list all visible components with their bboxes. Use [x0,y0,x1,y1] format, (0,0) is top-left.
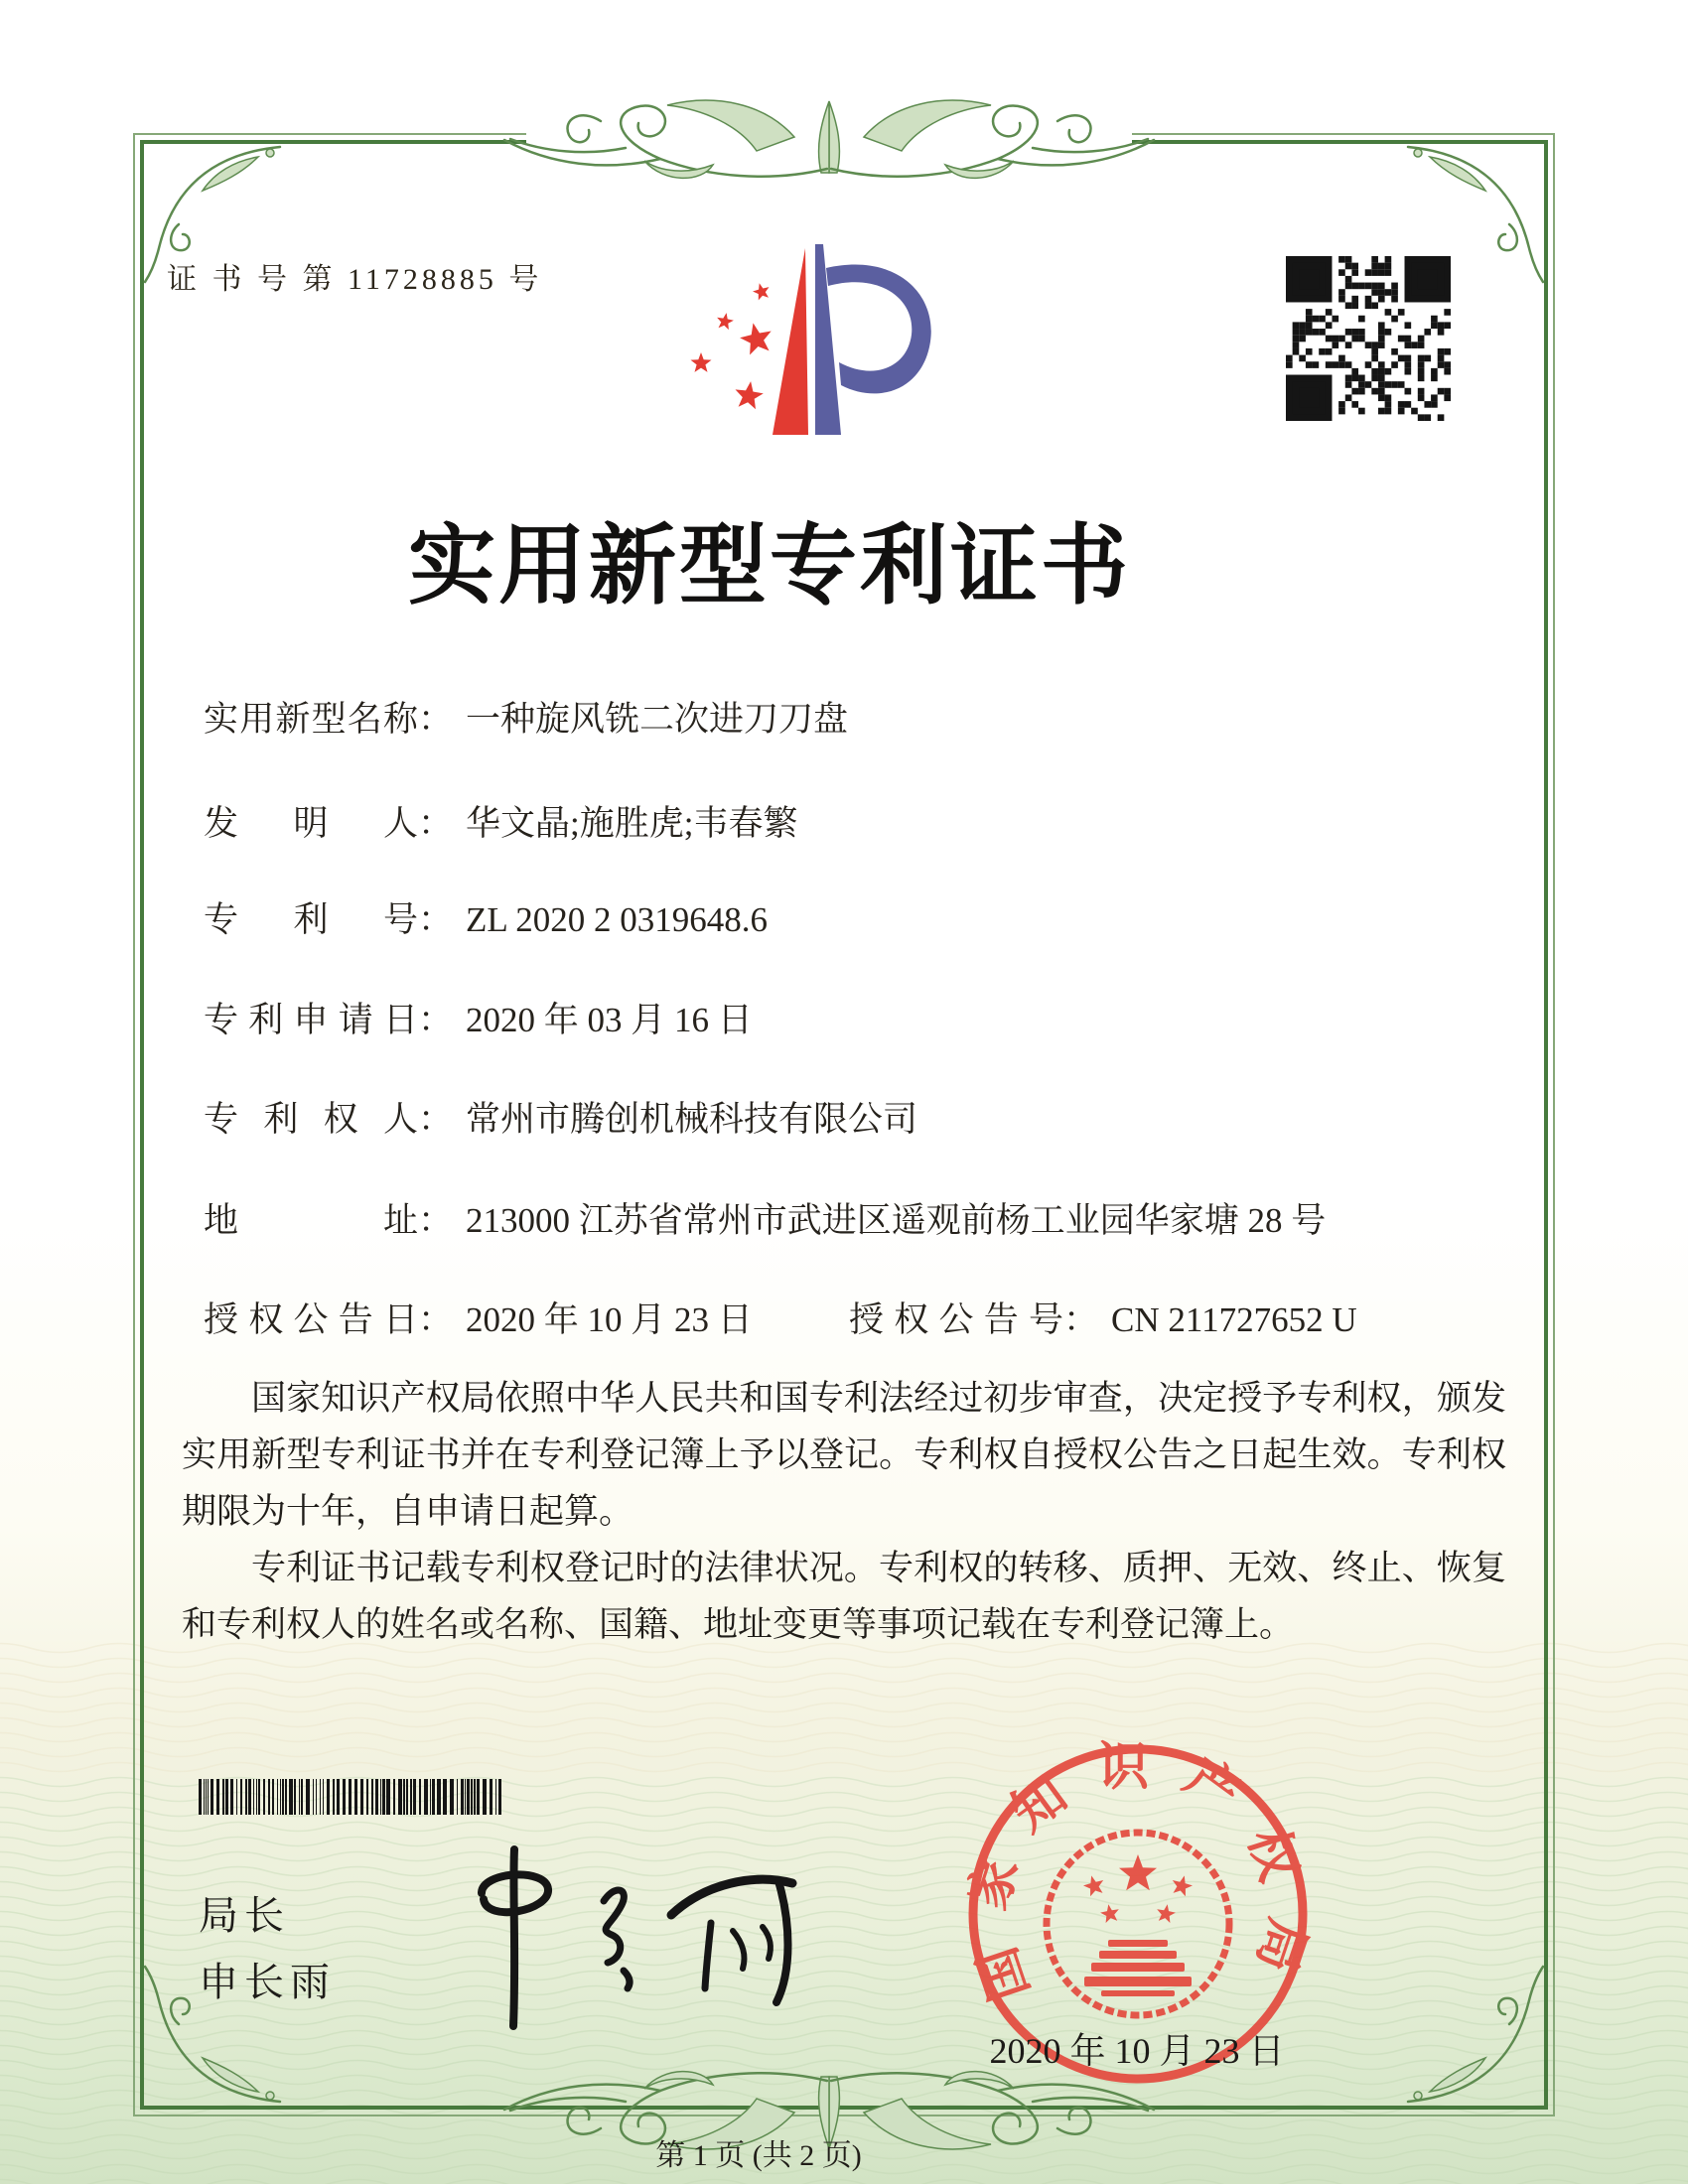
seal-ring-text: 国家知识产权局 [959,1739,1317,2007]
field-label: 专利号 [204,900,418,939]
field-colon: ： [1063,1300,1099,1339]
field-row-inventors [204,796,797,846]
field-row-grant-number [849,1293,1357,1342]
field-colon: ： [418,1300,454,1339]
field-value: 2020 年 10 月 23 日 [466,1300,753,1339]
field-value: 一种旋风铣二次进刀刀盘 [466,700,849,739]
certificate-number: 证 书 号 第 11728885 号 [167,263,543,296]
field-colon: ： [418,900,454,939]
field-row-patentee [204,1092,917,1142]
logo-star [753,283,770,300]
field-row-grant-date [204,1293,753,1342]
field-value: 常州市腾创机械科技有限公司 [466,1100,918,1139]
logo-star [717,313,734,330]
barcode [199,1779,501,1815]
field-value: 213000 江苏省常州市武进区遥观前杨工业园华家塘 28 号 [466,1201,1327,1240]
legal-text-block [182,1370,1506,1653]
field-value: CN 211727652 U [1111,1300,1357,1339]
field-value: 华文晶;施胜虎;韦春繁 [466,804,798,843]
field-label: 授权公告号 [849,1300,1063,1339]
national-emblem-icon [1047,1833,1229,2015]
certificate-title: 实用新型专利证书 [407,519,1131,615]
field-colon: ： [418,1201,454,1240]
field-value: 2020 年 03 月 16 日 [466,1001,753,1039]
logo-star [740,323,772,354]
qr-code [1286,256,1451,421]
legal-paragraph-1: 国家知识产权局依照中华人民共和国专利法经过初步审查，决定授予专利权，颁发实用新型专利证书并在专利登记簿上予以登记。专利权自授权公告之日起生效。专利权期限为十年，自申请日起算。 [182,1379,1506,1531]
field-value: ZL 2020 2 0319648.6 [466,900,768,939]
field-label: 发明人 [204,804,418,843]
cnipa-logo [685,236,953,450]
director-name: 申长雨 [199,1961,336,2004]
field-label: 授权公告日 [204,1300,418,1339]
field-label: 实用新型名称 [204,700,418,739]
field-colon: ： [418,804,454,843]
field-row-address [204,1193,1326,1243]
logo-star [691,352,712,372]
logo-star [736,381,764,409]
page-footer: 第 1 页 (共 2 页) [655,2139,862,2172]
seal-date: 2020 年 10 月 23 日 [989,2031,1285,2071]
field-row-application-date [204,993,753,1042]
field-row-patent-number [204,892,768,942]
field-label: 专利权人 [204,1100,418,1139]
director-signature [427,1832,844,2045]
director-title: 局长 [199,1894,290,1938]
field-colon: ： [418,1100,454,1139]
field-row-utility-model-name [204,692,848,742]
legal-paragraph-2: 专利证书记载专利权登记时的法律状况。专利权的转移、质押、无效、终止、恢复和专利权人的姓名或名称、国籍、地址变更等事项记载在专利登记簿上。 [182,1549,1506,1644]
field-colon: ： [418,1001,454,1039]
field-colon: ： [418,700,454,739]
field-label: 专利申请日 [204,1001,418,1039]
field-label: 地址 [204,1201,418,1240]
